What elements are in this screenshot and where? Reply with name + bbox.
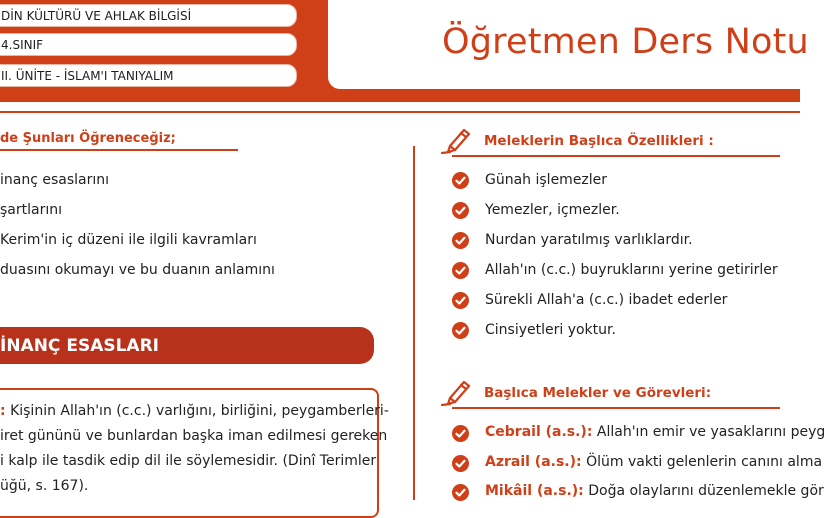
angel-duty: Doğa olaylarını düzenlemekle gör — [588, 483, 824, 499]
check-circle-icon — [452, 172, 469, 189]
column-divider — [413, 146, 415, 500]
objective-item: şartlarını — [0, 202, 62, 218]
check-circle-icon — [452, 202, 469, 219]
definition-text: Kişinin Allah'ın (c.c.) varlığını, birliğini, peygamberleri- — [10, 403, 389, 419]
feature-item: Günah işlemezler — [485, 172, 608, 188]
objective-item: inanç esaslarını — [0, 172, 110, 188]
check-circle-icon — [452, 262, 469, 279]
grade-pill: 4.SINIF — [0, 33, 297, 56]
check-circle-icon — [452, 425, 469, 442]
angels-heading: Başlıca Melekler ve Görevleri: — [484, 385, 712, 401]
definition-label: : — [0, 403, 6, 419]
features-heading: Meleklerin Başlıca Özellikleri : — [484, 133, 714, 149]
check-circle-icon — [452, 484, 469, 501]
feature-item: Yemezler, içmezler. — [485, 202, 620, 218]
definition-line: i kalp ile tasdik edip dil ile söylemesidir. (Dinî Terimler — [0, 453, 377, 469]
check-circle-icon — [452, 322, 469, 339]
objective-item: Kerim'in iç düzeni ile ilgili kavramları — [0, 232, 257, 248]
check-circle-icon — [452, 232, 469, 249]
page-title: Öğretmen Ders Notu — [442, 22, 809, 62]
unit-pill: II. ÜNİTE - İSLAM'I TANIYALIM — [0, 64, 297, 87]
objective-item: duasını okumayı ve bu duanın anlamını — [0, 262, 275, 278]
angel-item — [485, 424, 825, 440]
angel-duty: Allah'ın emir ve yasaklarını peyg — [596, 424, 826, 440]
header-rule — [0, 111, 800, 113]
pencil-icon — [440, 375, 474, 407]
definition-line: iret gününü ve bunlardan başka iman edilmesi gereken — [0, 428, 388, 444]
objectives-heading: de Şunları Öğreneceğiz; — [0, 131, 238, 151]
angel-name: Mikâil (a.s.): — [485, 483, 584, 499]
angel-item — [485, 454, 822, 470]
section-title: İNANÇ ESASLARI — [0, 336, 159, 356]
feature-item: Cinsiyetleri yoktur. — [485, 322, 616, 338]
feature-item: Nurdan yaratılmış varlıklardır. — [485, 232, 693, 248]
feature-item: Allah'ın (c.c.) buyruklarını yerine getirirler — [485, 262, 778, 278]
features-underline — [452, 155, 780, 157]
definition-line: üğü, s. 167). — [0, 478, 89, 494]
pencil-icon — [440, 123, 474, 155]
angel-item — [485, 483, 824, 499]
angels-underline — [452, 407, 780, 409]
feature-item: Sürekli Allah'a (c.c.) ibadet ederler — [485, 292, 728, 308]
angel-name: Cebrail (a.s.): — [485, 424, 593, 440]
check-circle-icon — [452, 292, 469, 309]
definition-line — [0, 403, 389, 419]
angel-name: Azrail (a.s.): — [485, 454, 582, 470]
angel-duty: Ölüm vakti gelenlerin canını alma — [586, 454, 823, 470]
course-pill: DİN KÜLTÜRÜ VE AHLAK BİLGİSİ — [0, 4, 297, 27]
check-circle-icon — [452, 455, 469, 472]
